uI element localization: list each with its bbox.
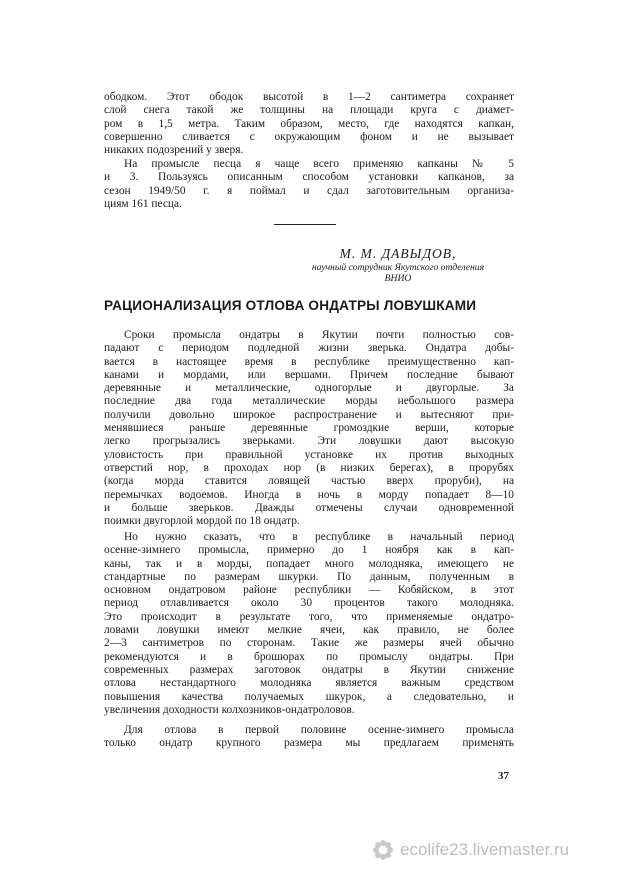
paragraph-5	[104, 724, 514, 751]
paragraph-4	[104, 531, 514, 717]
text-line: осенне-зимнего промысла, примерно до 1 ноября как в кап-	[104, 544, 514, 557]
text-line: слой снега такой же толщины на площади круга с диамет-	[104, 104, 514, 117]
text-line: отверстий нор, в проходах нор (в низких берегах), в прорубях	[104, 461, 514, 474]
text-line: ром в 1,5 метра. Таким образом, место, где находятся капкан,	[104, 117, 514, 130]
text-line: основном ондатровом районе республики — Кобяйском, в этот	[104, 584, 514, 597]
text-line: и 3. Пользуясь описанным способом установки капканов, за	[104, 171, 514, 184]
author-name: М. М. ДАВЫДОВ,	[339, 246, 457, 261]
author-position: научный сотрудник Якутского отделения	[311, 262, 485, 273]
paragraph-2	[104, 158, 514, 211]
text-line: Но нужно сказать, что в республике в начальный период	[124, 531, 514, 543]
text-line: Сроки промысла ондатры в Якутии почти полностью сов-	[124, 329, 514, 341]
text-line: только ондатр крупного размера мы предлагаем применять	[104, 737, 514, 750]
text-line: стандартные по размерам шкурки. По данным, полученным в	[104, 570, 514, 583]
text-line: период отлавливается около 30 процентов такого молодняка.	[104, 597, 514, 610]
watermark-text: ecolife23.livemaster.ru	[400, 840, 570, 859]
text-line: рекомендуются и в брошюрах по промыслу ондатры. При	[104, 650, 514, 663]
watermark	[372, 838, 612, 862]
author-block	[280, 246, 516, 284]
text-line: циям 161 песца.	[104, 197, 182, 210]
text-line: и больше зверьков. Дважды отмечены случаи одновременной	[104, 501, 514, 514]
text-line: деревянные и металлические, одногорлые и двугорлые. За	[104, 382, 514, 395]
text-line: ободком. Этот ободок высотой в 1—2 сантиметра сохраняет	[104, 91, 514, 103]
text-line: получили довольно широкое распространение и вытесняют при-	[104, 408, 514, 421]
text-line: легко прогрызались зверьками. Эти ловушки дают высокую	[104, 435, 514, 448]
text-line: ловами ловушки имеют мелкие ячеи, как правило, не более	[104, 624, 514, 637]
text-line: поимки двугорлой мордой по 18 ондатр.	[104, 515, 300, 528]
author-organization: ВНИО	[384, 273, 412, 284]
text-line: никаких подозрений у зверя.	[104, 144, 244, 157]
paragraph-3	[104, 329, 514, 528]
text-line: современных размерах заготовок ондатры в Якутии снижение	[104, 663, 514, 676]
article-heading: РАЦИОНАЛИЗАЦИЯ ОТЛОВА ОНДАТРЫ ЛОВУШКАМИ	[104, 298, 477, 313]
text-line: каны, так и в морды, попадает много молодняка, имеющего не	[104, 557, 514, 570]
text-line: последние два года металлические морды небольшого размера	[104, 395, 514, 408]
text-line: вается в настоящее время в республике преимущественно кап-	[104, 355, 514, 368]
text-line: Это происходит в результате того, что применяемые ондатро-	[104, 610, 514, 623]
page-number: 37	[498, 770, 509, 782]
text-line: перемычках водоемов. Иногда в ночь в морду попадает 8—10	[104, 488, 514, 501]
text-line: падают с периодом подледной жизни зверька. Ондатра добы-	[104, 342, 514, 355]
flower-icon	[372, 839, 394, 861]
separator-rule	[274, 224, 336, 225]
text-line: отлова нестандартного молодняка является важным средством	[104, 677, 514, 690]
text-line: менявшиеся раньше деревянные громоздкие верши, которые	[104, 422, 514, 435]
text-line: 2—3 сантиметров по сторонам. Такие же размеры ячей обычно	[104, 637, 514, 650]
text-line: Для отлова в первой половине осенне-зимнего промысла	[124, 724, 514, 736]
text-line: На промысле песца я чаще всего применяю капканы № 5	[124, 158, 514, 170]
text-line: канами и мордами, или вершами. Причем последние бывают	[104, 368, 514, 381]
text-line: повышения качества получаемых шкурок, а следовательно, и	[104, 690, 514, 703]
text-line: сезон 1949/50 г. я поймал и сдал заготовительным организа-	[104, 184, 514, 197]
text-line: уловистость при правильной установке их против выходных	[104, 448, 514, 461]
text-line: увеличения доходности колхозников-ондатроловов.	[104, 703, 355, 716]
paragraph-1	[104, 91, 514, 157]
text-line: (когда морда ставится ловящей частью вверх проруби), на	[104, 475, 514, 488]
text-line: совершенно сливается с окружающим фоном и не вызывает	[104, 130, 514, 143]
